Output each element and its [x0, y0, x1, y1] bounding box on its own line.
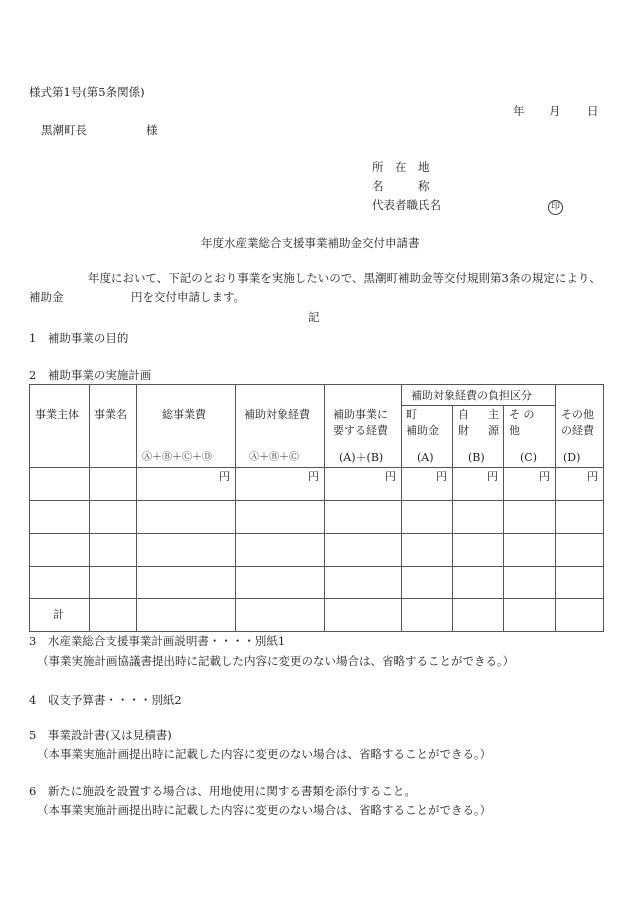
- unit-total: 円: [219, 470, 230, 483]
- section-5: 5 事業設計書(又は見積書): [29, 728, 172, 742]
- unit-other-cost: 円: [587, 470, 598, 483]
- section-3-note: （事業実施計画協議書提出時に記載した内容に変更のない場合は、省略することができる。）: [37, 654, 515, 668]
- header-own-1a: 自: [458, 408, 469, 421]
- unit-other: 円: [539, 470, 550, 483]
- seal-icon: 印: [548, 200, 563, 215]
- header-own-2b: 源: [488, 424, 499, 437]
- address-label: 所 在 地: [372, 160, 430, 174]
- section-1: 1 補助事業の目的: [29, 331, 129, 345]
- section-4: 4 収支予算書・・・・別紙2: [29, 693, 182, 707]
- header-town-formula: (A): [417, 451, 434, 464]
- header-other-formula: (C): [520, 451, 537, 464]
- header-own-formula: (B): [468, 451, 485, 464]
- addressee-name: 黒潮町長: [41, 123, 87, 137]
- header-other-cost-1: その他: [561, 408, 594, 421]
- body-line-2-prefix: 補助金: [29, 290, 64, 304]
- total-label: 計: [53, 608, 64, 621]
- section-5-note: （本事業実施計画提出時に記載した内容に変更のない場合は、省略することができる。）: [37, 747, 492, 761]
- header-other-cost-formula: (D): [563, 451, 581, 464]
- name-label: 名 称: [372, 179, 430, 193]
- body-line-1: 年度において、下記のとおり事業を実施したいので、黒潮町補助金等交付規則第3条の規定により、: [88, 271, 601, 285]
- representative-label: 代表者職氏名: [372, 198, 441, 212]
- date-year: 年: [513, 104, 525, 118]
- header-burden-group: 補助対象経費の負担区分: [411, 389, 532, 402]
- header-total-cost: 総事業費: [162, 408, 206, 421]
- header-other-2: 他: [509, 424, 520, 437]
- header-project: 事業名: [94, 408, 127, 421]
- document-title: 年度水産業総合支援事業補助金交付申請書: [201, 236, 420, 250]
- form-number: 様式第1号(第5条関係): [29, 85, 145, 99]
- header-total-formula: Ⓐ＋Ⓑ＋Ⓒ＋Ⓓ: [142, 452, 212, 463]
- header-other-cost-2: の経費: [561, 424, 594, 437]
- unit-eligible: 円: [308, 470, 319, 483]
- header-required-cost-1: 補助事業に: [333, 408, 388, 421]
- unit-required: 円: [385, 470, 396, 483]
- unit-own: 円: [487, 470, 498, 483]
- addressee-honorific: 様: [146, 123, 158, 137]
- date-month: 月: [549, 104, 561, 118]
- header-other-1: そ の: [509, 408, 535, 421]
- header-town-2: 補助金: [406, 424, 439, 437]
- section-2: 2 補助事業の実施計画: [29, 368, 152, 382]
- section-3: 3 水産業総合支援事業計画説明書・・・・別紙1: [29, 634, 286, 648]
- header-own-1b: 主: [488, 408, 499, 421]
- seal-mark: [548, 198, 563, 215]
- header-town-1: 町: [406, 408, 417, 421]
- header-eligible-formula: Ⓐ＋Ⓑ＋Ⓒ: [249, 452, 299, 463]
- header-entity: 事業主体: [35, 408, 79, 421]
- header-own-2a: 財: [458, 424, 469, 437]
- header-required-cost-2: 要する経費: [333, 424, 388, 437]
- header-eligible-cost: 補助対象経費: [244, 408, 310, 421]
- section-6-note: （本事業実施計画提出時に記載した内容に変更のない場合は、省略することができる。）: [37, 803, 492, 817]
- ki-label: 記: [308, 310, 320, 324]
- unit-town: 円: [436, 470, 447, 483]
- date-day: 日: [587, 104, 599, 118]
- header-required-formula: (A)＋(B): [339, 451, 384, 464]
- body-line-2-suffix: 円を交付申請します。: [131, 290, 246, 304]
- section-6: 6 新たに施設を設置する場合は、用地使用に関する書類を添付すること。: [29, 784, 416, 798]
